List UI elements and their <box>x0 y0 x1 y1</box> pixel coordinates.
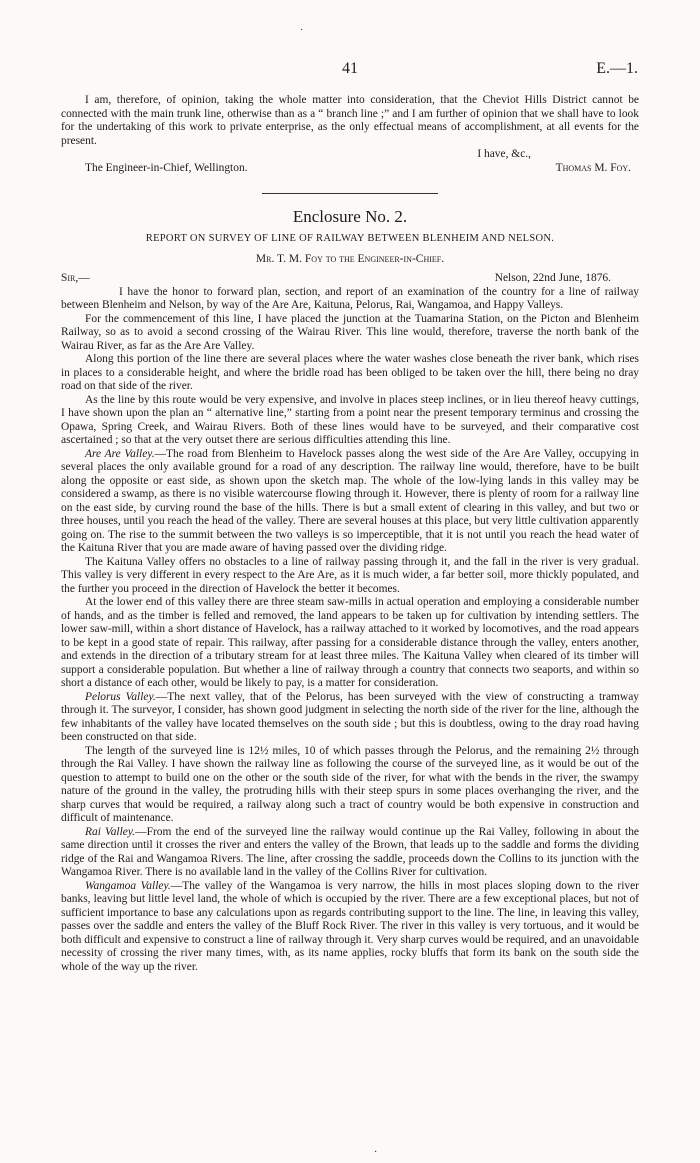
opening-paragraph: I am, therefore, of opinion, taking the whole matter into consideration, that the Cheviot Hills District cannot be connected with the main trunk line, otherwise than as a “ branch line ;” and I am further of opinion that we shall have to look for the undertaking of this work to private enterprise, as the only effectual means of accomplishment, at all events for the present. <box>61 94 639 147</box>
pelorus-heading: Pelorus Valley. <box>85 690 156 703</box>
paragraph-rai-valley <box>61 826 639 880</box>
speck-mark: ˙ <box>300 28 304 39</box>
enclosure-heading: Enclosure No. 2. <box>292 207 408 226</box>
paragraph-junction: For the commencement of this line, I have placed the junction at the Tuamarina Station, on the Picton and Blenheim Railway, so as to avoid a second crossing of the Wairau River. This line would, therefore, traverse the north bank of the Wairau River, as far as the Are Are Valley. <box>61 312 639 352</box>
paragraph-alternative-line: As the line by this route would be very expensive, and involve in places steep inclines, or in lieu thereof heavy cuttings, I have shown upon the plan an “ alternative line,” starting from a point near the present temporary terminus and crossing the Opawa, Spring Creek, and Wairau Rivers. Both of these lines would have to be surveyed, and their comparative cost ascertained ; so that at the very outset there are serious difficulties attending this line. <box>61 393 639 446</box>
rai-heading: Rai Valley. <box>85 825 136 838</box>
paragraph-kaituna-valley: The Kaituna Valley offers no obstacles to a line of railway passing through it, and the fall in the river is very gradual. This valley is very different in every respect to the Are Are, as it is much wider, a far better soil, more thickly populated, and the further you proceed in the direction of Havelock the better it becomes. <box>61 555 639 595</box>
signature: Thomas M. Foy. <box>555 161 631 174</box>
paragraph-pelorus-valley <box>61 691 639 745</box>
wangamoa-heading: Wangamoa Valley. <box>85 879 171 892</box>
place-date: Nelson, 22nd June, 1876. <box>494 272 611 284</box>
paragraph-river-bank: Along this portion of the line there are several places where the water washes close beneath the river bank, which rises in places to a considerable height, and where the bridle road has been obliged to be taken over the hill, there being no dray road on that side of the river. <box>61 353 639 392</box>
pelorus-text: —The next valley, that of the Pelorus, has been surveyed with the view of constructing a tramway through it. The surveyor, I consider, has shown good judgment in selecting the north side of the river for the line, although the few inhabitants of the valley have located themselves on the south side ; but this is doubtless, owing to the dray road having been constructed on that side. <box>61 690 639 743</box>
speck-mark-bottom: · <box>374 1147 378 1158</box>
page-number: 41 <box>342 60 358 77</box>
section-divider <box>262 193 438 194</box>
paragraph-wangamoa-valley <box>61 880 639 975</box>
opening-section <box>61 94 639 175</box>
salutation: Sir,— <box>61 272 90 284</box>
closing-phrase: I have, &c., <box>477 148 531 160</box>
wangamoa-text: —The valley of the Wangamoa is very narrow, the hills in most places sloping down to the river banks, leaving but little level land, the whole of which is occupied by the river. There are a few exceptional places, but not of sufficient importance to base any calculations upon as regards contributing support to the line. The line, in leaving this valley, passes over the saddle and enters the valley of the Bluff Rock River. The river in this valley is very tortuous, and it would be both difficult and expensive to construct a line of railway through it. Very sharp curves would be required, and an unavoidable necessity of crossing the river many times, with, as its name applies, rocky bluffs that form its bank on the south side the whole of the way up the river. <box>61 879 639 973</box>
from-line: Mr. T. M. Foy to the Engineer-in-Chief. <box>255 253 445 265</box>
report-body <box>61 272 639 974</box>
are-are-text: —The road from Blenheim to Havelock passes along the west side of the Are Are Valley, occupying in several places the only available ground for a road of any description. The railway line would, therefore, have to be built along the opposite or east side, as shown upon the sketch map. The whole of the low-lying lands in this valley may be considered a swamp, as there is no visible watercourse flowing through it. However, there is plenty of room for a railway line on the east side, by curving round the base of the hills. There is but a small extent of clearing in this valley, and but two or three houses, until you reach the head of the valley. There are several houses at this place, but very little cultivation apparently going on. The rise to the summit between the two valleys is so imperceptible, that it is not until you reach the head water of the Kaituna River that you are made aware of having passed over the dividing ridge. <box>61 447 639 554</box>
paragraph-surveyed-line: The length of the surveyed line is 12½ miles, 10 of which passes through the Pelorus, and the remaining 2½ through through the Rai Valley. I have shown the railway line as following the course of the surveyed line, as it would be out of the question to attempt to build one on the other or the south side of the river, for what with the bends in the river, the swampy nature of the ground in the valley, the protruding hills with their steep spurs in some places overhanging the river, and the sharp curves that would be required, a railway along such a tract of country would be both expensive in construction and difficult of maintenance. <box>61 744 639 824</box>
document-reference: E.—1. <box>596 60 638 77</box>
report-title: REPORT ON SURVEY OF LINE OF RAILWAY BETWEEN BLENHEIM AND NELSON. <box>145 233 555 244</box>
paragraph-are-are-valley <box>61 448 639 556</box>
addressee: The Engineer-in-Chief, Wellington. <box>85 161 248 174</box>
rai-text: —From the end of the surveyed line the railway would continue up the Rai Valley, following in about the same direction until it crosses the river and enters the valley of the Brown, that leads up to the saddle and forms the dividing ridge of the Rai and Wangamoa Rivers. The line, after crossing the saddle, proceeds down the Collins to its junction with the Wangamoa River. There is no available land in the valley of the Collins River for cultivation. <box>61 825 639 878</box>
paragraph-intro: I have the honor to forward plan, section, and report of an examination of the country for a line of railway between Blenheim and Nelson, by way of the Are Are, Kaituna, Pelorus, Rai, Wangamoa, and Happy Valleys. <box>61 285 639 311</box>
paragraph-saw-mills: At the lower end of this valley there are three steam saw-mills in actual operation and employing a considerable number of hands, and as the timber is felled and removed, the land appears to be taken up for cultivation by intending settlers. The lower saw-mill, within a short distance of Havelock, has a railway attached to it worked by locomotives, and the road appears to be kept in a good state of repair. This railway, after passing for a considerable distance through the valley, enters another, and extends in the direction of a tributary stream for at least three miles. The Kaituna Valley when cleared of its timber will support a considerable population. But whether a line of railway through a country that connects two seaports, and within so short a distance of each other, would be likely to pay, is a matter for consideration. <box>61 596 639 689</box>
are-are-heading: Are Are Valley. <box>85 447 155 460</box>
